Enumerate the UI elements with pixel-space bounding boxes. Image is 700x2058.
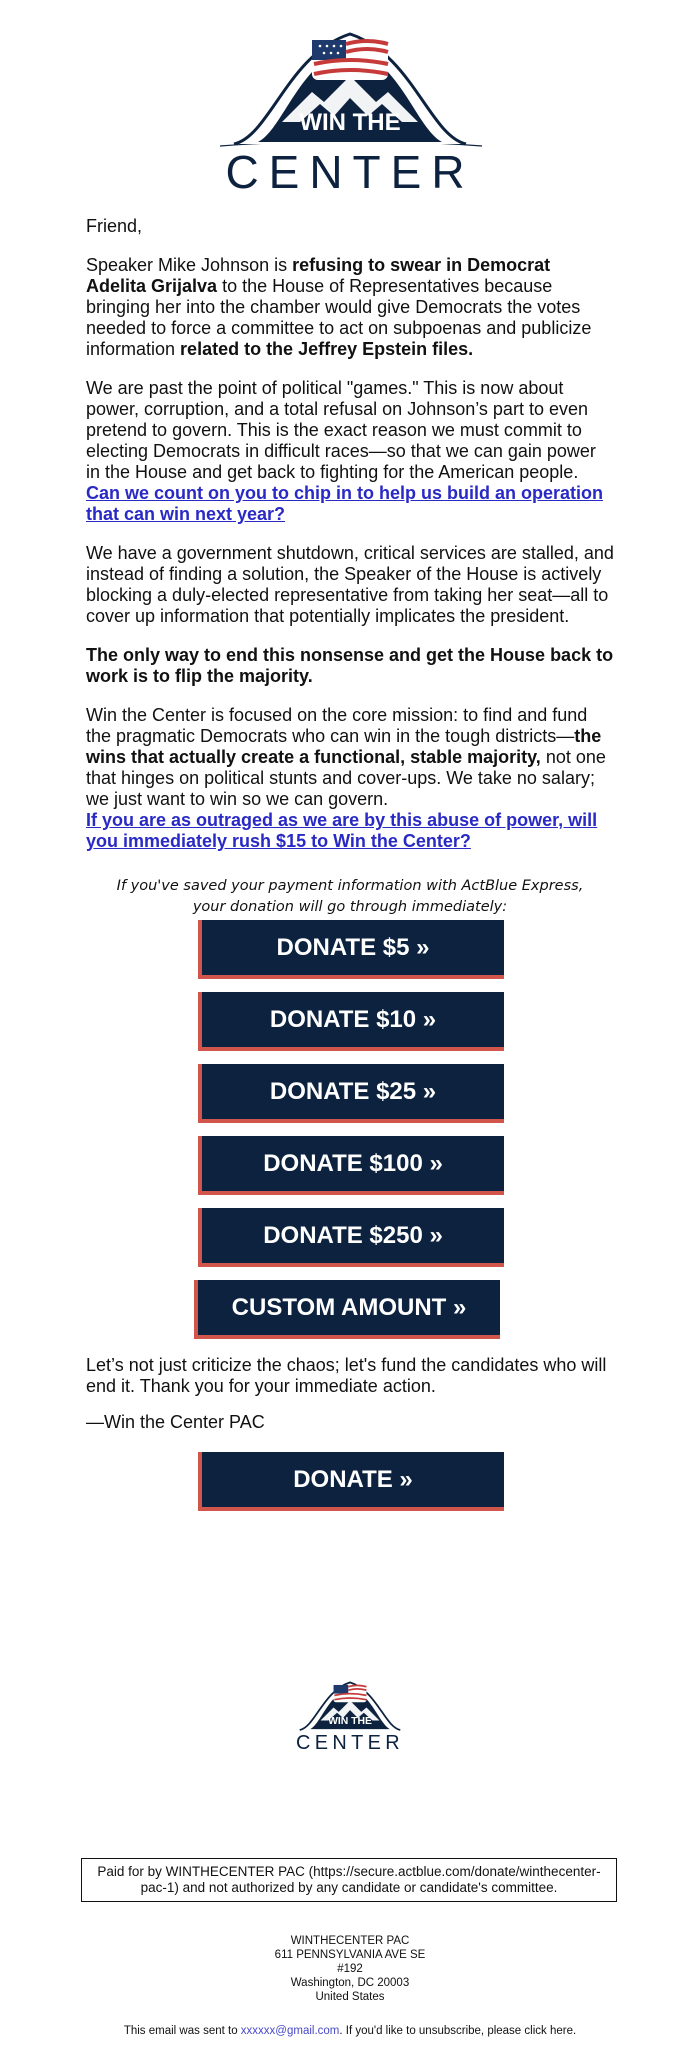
signature: —Win the Center PAC bbox=[86, 1412, 265, 1432]
donate-5-button[interactable]: DONATE $5 » bbox=[198, 920, 504, 979]
address-name: WINTHECENTER PAC bbox=[290, 1935, 410, 1947]
paragraph-2: We are past the point of political "games." This is now about power, corruption, and a total refusal on Johnson’s part to even pretend to govern. This is the exact reason we must commit to electing Democrats in difficult races—so that we can gain power in the House and get back to fighting for the American people. bbox=[86, 378, 596, 482]
greeting: Friend, bbox=[86, 216, 143, 236]
mailing-address bbox=[0, 1934, 700, 2004]
address-city: Washington, DC 20003 bbox=[290, 1977, 410, 1989]
address-unit: #192 bbox=[337, 1963, 363, 1975]
paragraph-3: We have a government shutdown, critical services are stalled, and instead of finding a solution, the Speaker of the House is actively blocking a duly-elected representative from taking her seat—all to cover up information that potentially implicates the president. bbox=[86, 543, 614, 626]
donate-250-button[interactable]: DONATE $250 » bbox=[198, 1208, 504, 1267]
email-body bbox=[86, 216, 614, 852]
paid-for-disclaimer: Paid for by WINTHECENTER PAC (https://secure.actblue.com/donate/winthecenter-pac-1) and not authorized by any candidate or candidate's committee. bbox=[81, 1858, 617, 1902]
flag-icon bbox=[312, 40, 388, 80]
donate-100-button[interactable]: DONATE $100 » bbox=[198, 1136, 504, 1195]
footer-logo bbox=[0, 1668, 700, 1760]
unsubscribe-link[interactable]: . If you'd like to unsubscribe, please click here. bbox=[339, 2025, 577, 2037]
donate-25-button[interactable]: DONATE $25 » bbox=[198, 1064, 504, 1123]
donate-10-button[interactable]: DONATE $10 » bbox=[198, 992, 504, 1051]
paragraph-5: Win the Center is focused on the core mission: to find and fund the pragmatic Democrats who can win in the tough districts—the wins that actually create a functional, stable majority, not one that hinges on political stunts and cover-ups. We take no salary; we just want to win so we can govern. bbox=[86, 705, 606, 809]
svg-text:CENTER: CENTER bbox=[296, 1732, 404, 1755]
chip-in-link[interactable]: Can we count on you to chip in to help us build an operation that can win next year? bbox=[86, 483, 603, 524]
actblue-express-note: If you've saved your payment information with ActBlue Express, your donation will go through immediately: bbox=[116, 878, 584, 915]
header-logo bbox=[0, 18, 700, 196]
donate-button[interactable]: DONATE » bbox=[198, 1452, 504, 1511]
svg-text:WIN THE: WIN THE bbox=[328, 1715, 372, 1727]
rush-15-link[interactable]: If you are as outraged as we are by this abuse of power, will you immediately rush $15 to Win the Center? bbox=[86, 810, 598, 851]
address-country: United States bbox=[315, 1991, 385, 2003]
address-street: 611 PENNSYLVANIA AVE SE bbox=[274, 1949, 426, 1961]
custom-amount-button[interactable]: CUSTOM AMOUNT » bbox=[194, 1280, 500, 1339]
recipient-email[interactable]: xxxxxx@gmail.com bbox=[240, 2025, 340, 2037]
closing-text: Let’s not just criticize the chaos; let's fund the candidates who will end it. Thank you for your immediate action. bbox=[86, 1355, 607, 1396]
logo-line1: WIN THE bbox=[299, 109, 401, 136]
paragraph-1: Speaker Mike Johnson is refusing to swear in Democrat Adelita Grijalva to the House of Representatives because bringing her into the chamber would give Democrats the votes needed to force a committee to act on subpoenas and publicize information related to the Jeffrey Epstein files. bbox=[86, 255, 592, 359]
logo-line2: CENTER bbox=[225, 146, 475, 196]
unsubscribe-line: This email was sent to xxxxxx@gmail.com. If you'd like to unsubscribe, please click here. bbox=[123, 2025, 577, 2037]
paragraph-4: The only way to end this nonsense and get the House back to work is to flip the majority. bbox=[86, 645, 614, 686]
footer-win-the-center-logo bbox=[285, 1668, 415, 1760]
win-the-center-logo bbox=[200, 18, 500, 196]
